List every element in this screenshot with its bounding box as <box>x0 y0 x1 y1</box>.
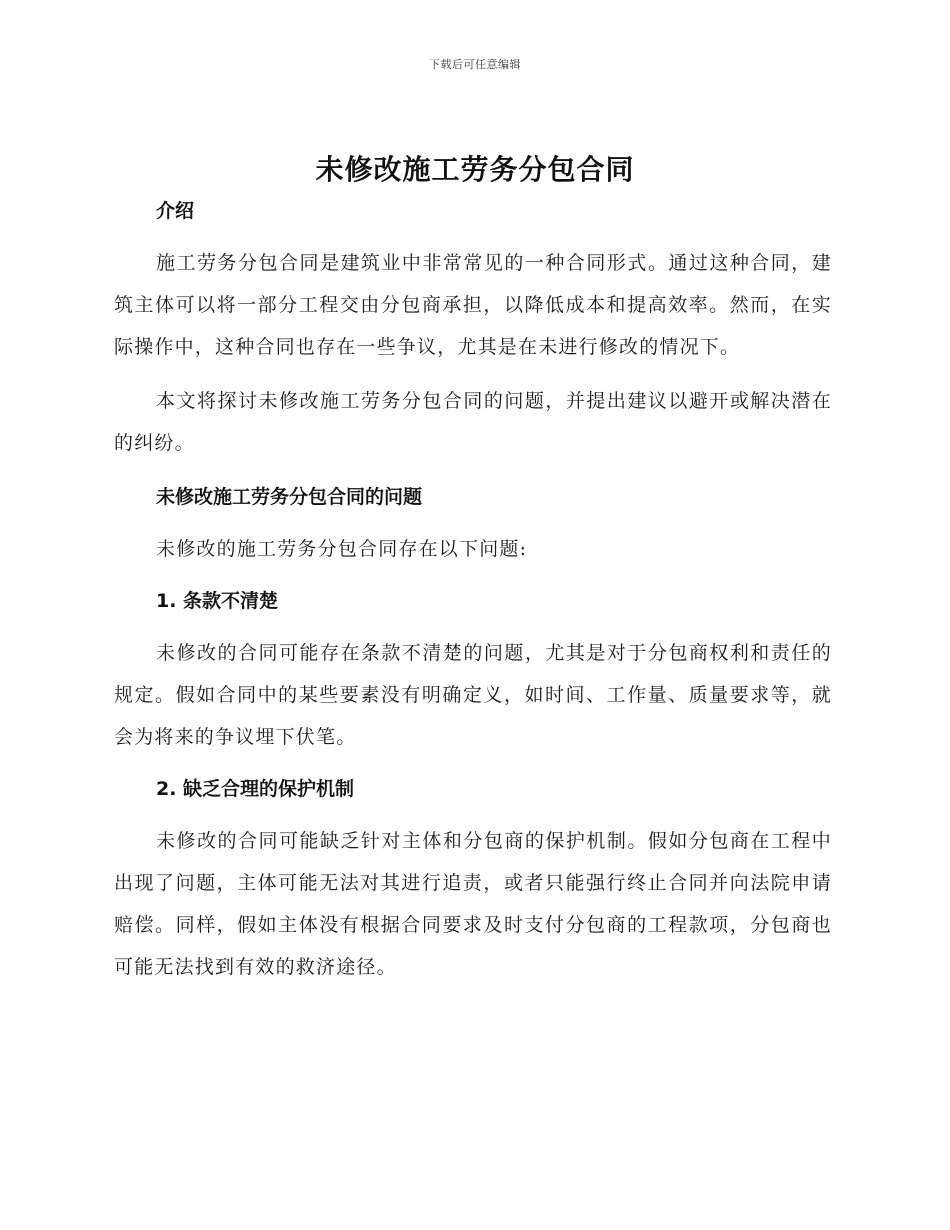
paragraph-item-1: 未修改的合同可能存在条款不清楚的问题，尤其是对于分包商权利和责任的规定。假如合同中的某些要素没有明确定义，如时间、工作量、质量要求等，就会为将来的争议埋下伏笔。 <box>114 642 832 748</box>
paragraph-intro-2: 本文将探讨未修改施工劳务分包合同的问题，并提出建议以避开或解决潜在的纠纷。 <box>114 390 832 454</box>
page-header-note: 下载后可任意编辑 <box>429 58 521 71</box>
document-title: 未修改施工劳务分包合同 <box>315 153 635 186</box>
paragraph-item-2: 未修改的合同可能缺乏针对主体和分包商的保护机制。假如分包商在工程中出现了问题，主体可能无法对其进行追责，或者只能强行终止合同并向法院申请赔偿。同样，假如主体没有根据合同要求及时支付分包商的工程款项，分包商也可能无法找到有效的救济途径。 <box>114 830 832 978</box>
section-heading-problems: 未修改施工劳务分包合同的问题 <box>156 486 423 508</box>
section-heading-intro: 介绍 <box>156 200 195 222</box>
document-body <box>114 190 832 988</box>
item-heading-1: 1. 条款不清楚 <box>156 590 279 612</box>
paragraph-problems-intro: 未修改的施工劳务分包合同存在以下问题: <box>156 538 528 560</box>
item-heading-2: 2. 缺乏合理的保护机制 <box>156 778 355 800</box>
paragraph-intro-1: 施工劳务分包合同是建筑业中非常常见的一种合同形式。通过这种合同，建筑主体可以将一部分工程交由分包商承担，以降低成本和提高效率。然而，在实际操作中，这种合同也存在一些争议，尤其是在未进行修改的情况下。 <box>114 252 832 358</box>
